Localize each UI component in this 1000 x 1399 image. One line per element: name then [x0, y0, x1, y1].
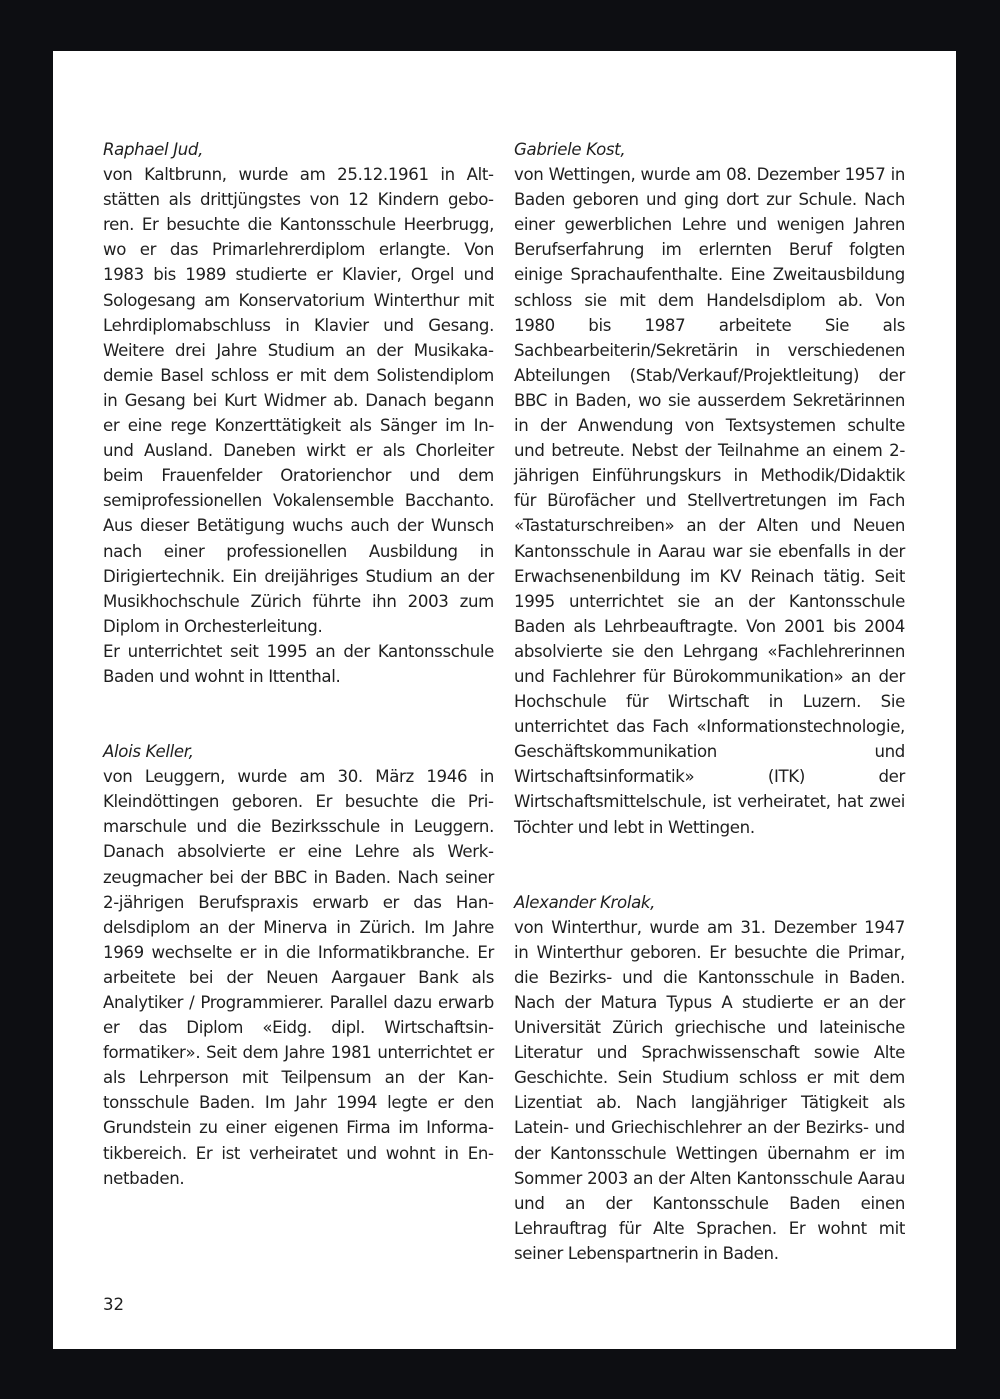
bio-entry-gabriele-kost	[514, 137, 905, 840]
bio-text-continued: Er unterrichtet seit 1995 an der Kantonsschule Baden und wohnt in Ittenthal.	[103, 641, 494, 686]
bio-text: von Leuggern, wurde am 30. März 1946 in Kleindöttingen geboren. Er besuchte die Primarschule und die Bezirksschule in Leuggern. Danach absolvierte er eine Lehre als Werkzeugmacher bei der BBC in Baden. Nach seiner 2-jährigen Berufspraxis erwarb er das Handelsdiplom an der Minerva in Zürich. Im Jahre 1969 wechselte er in die Informatikbranche. Er arbeitete bei der Neuen Aargauer Bank als Analytiker / Programmierer. Parallel dazu erwarb er das Diplom «Eidg. dipl. Wirtschaftsinformatiker». Seit dem Jahre 1981 unterrichtet er als Lehrperson mit Teilpensum an der Kantonsschule Baden. Im Jahr 1994 legte er den Grundstein zu einer eigenen Firma im Informatikbereich. Er ist verheiratet und wohnt in Ennetbaden.	[103, 767, 494, 1188]
bio-text: von Wettingen, wurde am 08. Dezember 1957 in Baden geboren und ging dort zur Schule. Nach einer gewerblichen Lehre und wenigen Jahren Berufserfahrung im erlernten Beruf folgten einige Sprachaufenthalte. Eine Zweitausbildung schloss sie mit dem Handelsdiplom ab. Von 1980 bis 1987 arbeitete Sie als Sachbearbeiterin/Sekretärin in verschiedenen Abteilungen (Stab/Verkauf/Projektleitung) der BBC in Baden, wo sie ausserdem Sekretärinnen in der Anwendung von Textsystemen schulte und betreute. Nebst der Teilnahme an einem 2-jährigen Einführungskurs in Methodik/Didaktik für Bürofächer und Stellvertretungen im Fach «Tastaturschreiben» an der Alten und Neuen Kantonsschule in Aarau war sie ebenfalls in der Erwachsenenbildung im KV Reinach tätig. Seit 1995 unterrichtet sie an der Kantonsschule Baden als Lehrbeauftragte. Von 2001 bis 2004 absolvierte sie den Lehrgang «Fachlehrerinnen und Fachlehrer für Bürokommunikation» an der Hochschule für Wirtschaft in Luzern. Sie unterrichtet das Fach «Informationstechnologie, Geschäftskommunikation und Wirtschaftsinformatik» (ITK) der Wirtschaftsmittelschule, ist verheiratet, hat zwei Töchter und lebt in Wettingen.	[514, 165, 905, 837]
bio-entry-alexander-krolak	[514, 890, 905, 1266]
person-name: Gabriele Kost,	[514, 140, 626, 159]
left-column	[103, 137, 494, 1191]
bio-text: von Kaltbrunn, wurde am 25.12.1961 in Altstätten als drittjüngstes von 12 Kindern geboren. Er besuchte die Kantonsschule Heerbrugg, wo er das Primarlehrerdiplom erlangte. Von 1983 bis 1989 studierte er Klavier, Orgel und Sologesang am Konservatorium Winterthur mit Lehrdiplomabschluss in Klavier und Gesang. Weitere drei Jahre Studium an der Musikakademie Basel schloss er mit dem Solistendiplom in Gesang bei Kurt Widmer ab. Danach begann er eine rege Konzerttätigkeit als Sänger im In- und Ausland. Daneben wirkt er als Chorleiter beim Frauenfelder Oratorienchor und dem semiprofessionellen Vokalensemble Bacchanto. Aus dieser Betätigung wuchs auch der Wunsch nach einer professionellen Ausbildung in Dirigiertechnik. Ein dreijähriges Studium an der Musikhochschule Zürich führte ihn 2003 zum Diplom in Orchesterleitung.	[103, 165, 494, 636]
bio-entry-raphael-jud	[103, 137, 494, 689]
document-page	[53, 51, 956, 1349]
right-column	[514, 137, 905, 1266]
entry-spacer	[103, 689, 494, 739]
person-name: Alexander Krolak,	[514, 892, 656, 912]
person-name: Alois Keller,	[103, 742, 194, 762]
person-name: Raphael Jud,	[103, 140, 204, 159]
bio-text: von Winterthur, wurde am 31. Dezember 1947 in Winterthur geboren. Er besuchte die Primar, die Bezirks- und die Kantonsschule in Baden. Nach der Matura Typus A studierte er an der Universität Zürich griechische und lateinische Literatur und Sprachwissenschaft sowie Alte Geschichte. Sein Studium schloss er mit dem Lizentiat ab. Nach langjähriger Tätigkeit als Latein- und Griechischlehrer an der Bezirks- und der Kantonsschule Wettingen übernahm er im Sommer 2003 an der Alten Kantonsschule Aarau und an der Kantonsschule Baden einen Lehrauftrag für Alte Sprachen. Er wohnt mit seiner Lebenspartnerin in Baden.	[514, 917, 905, 1263]
entry-spacer	[514, 840, 905, 890]
bio-entry-alois-keller	[103, 739, 494, 1191]
page-number: 32	[103, 1295, 125, 1314]
